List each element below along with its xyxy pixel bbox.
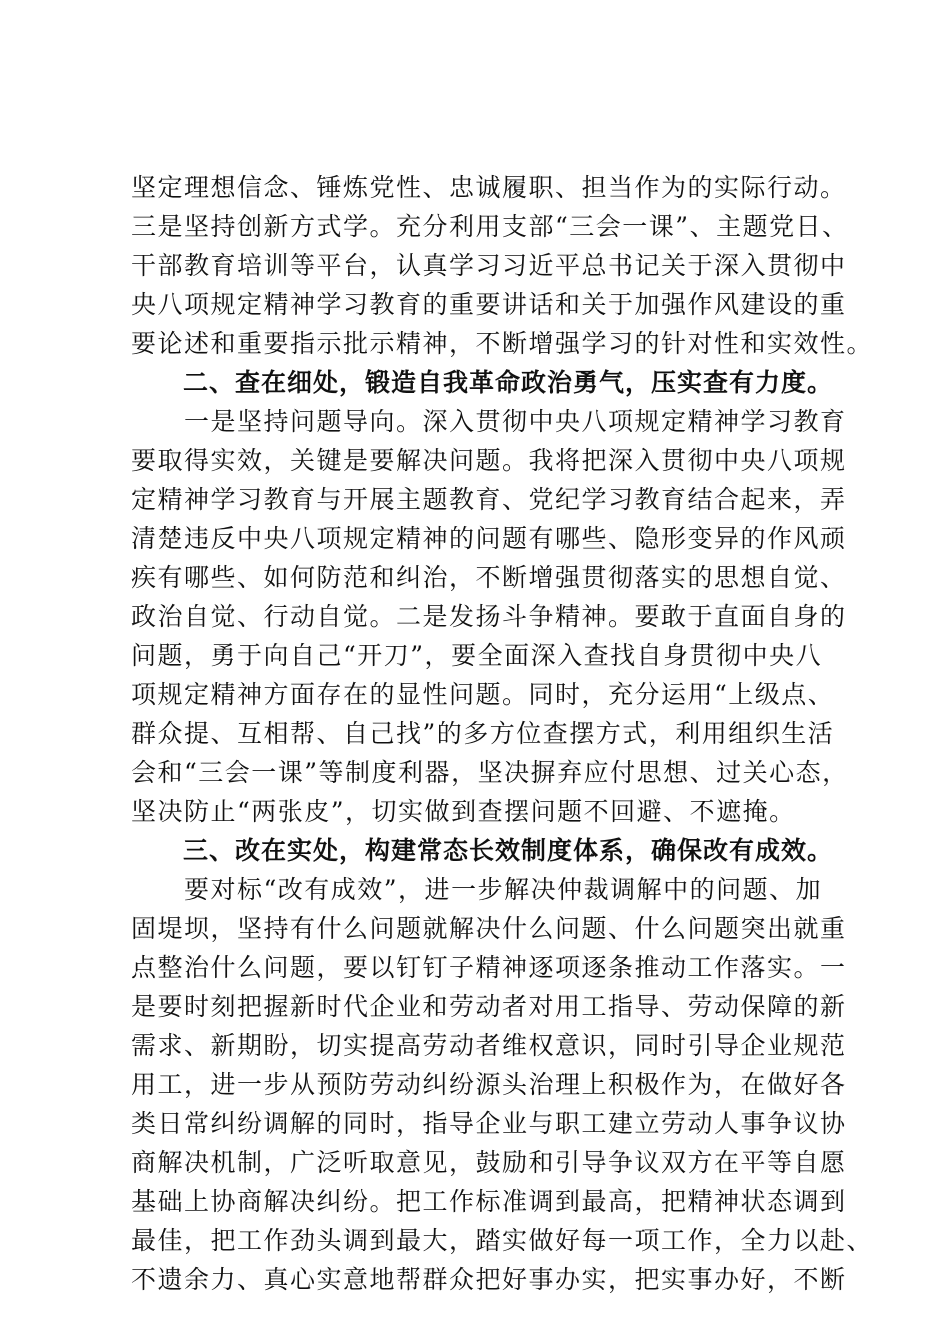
- text-line: 问题，勇于向自己“开刀”，要全面深入查找自身贯彻中央八: [131, 641, 823, 670]
- text-line: 最佳，把工作劲头调到最大，踏实做好每一项工作，全力以赴、: [131, 1226, 874, 1255]
- section-heading: 二、查在细处，锻造自我革命政治勇气，压实查有力度。: [131, 368, 834, 397]
- text-line: 干部教育培训等平台，认真学习习近平总书记关于深入贯彻中: [131, 251, 847, 280]
- text-line: 要取得实效，关键是要解决问题。我将把深入贯彻中央八项规: [131, 446, 847, 475]
- text-line: 坚决防止“两张皮”，切实做到查摆问题不回避、不遮掩。: [131, 797, 796, 826]
- text-line: 不遗余力、真心实意地帮群众把好事办实，把实事办好，不断: [131, 1265, 847, 1294]
- text-line: 要论述和重要指示批示精神，不断增强学习的针对性和实效性。: [131, 329, 874, 358]
- text-line: 商解决机制，广泛听取意见，鼓励和引导争议双方在平等自愿: [131, 1148, 847, 1177]
- text-line: 群众提、互相帮、自己找”的多方位查摆方式，利用组织生活: [131, 719, 835, 748]
- text-line: 要对标“改有成效”，进一步解决仲裁调解中的问题、加: [131, 875, 823, 904]
- text-line: 点整治什么问题，要以钉钉子精神逐项逐条推动工作落实。一: [131, 953, 847, 982]
- text-line: 三是坚持创新方式学。充分利用支部“三会一课”、主题党日、: [131, 212, 849, 241]
- text-line: 一是坚持问题导向。深入贯彻中央八项规定精神学习教育: [131, 407, 847, 436]
- body-text: [131, 168, 874, 1299]
- text-line: 疾有哪些、如何防范和纠治，不断增强贯彻落实的思想自觉、: [131, 563, 847, 592]
- text-line: 用工，进一步从预防劳动纠纷源头治理上积极作为，在做好各: [131, 1070, 847, 1099]
- text-line: 固堤坝，坚持有什么问题就解决什么问题、什么问题突出就重: [131, 914, 847, 943]
- text-line: 政治自觉、行动自觉。二是发扬斗争精神。要敢于直面自身的: [131, 602, 847, 631]
- text-line: 会和“三会一课”等制度利器，坚决摒弃应付思想、过关心态，: [131, 758, 849, 787]
- text-line: 项规定精神方面存在的显性问题。同时，充分运用“上级点、: [131, 680, 835, 709]
- text-line: 清楚违反中央八项规定精神的问题有哪些、隐形变异的作风顽: [131, 524, 847, 553]
- section-heading: 三、改在实处，构建常态长效制度体系，确保改有成效。: [131, 836, 834, 865]
- text-line: 基础上协商解决纠纷。把工作标准调到最高，把精神状态调到: [131, 1187, 847, 1216]
- text-line: 需求、新期盼，切实提高劳动者维权意识，同时引导企业规范: [131, 1031, 847, 1060]
- text-line: 类日常纠纷调解的同时，指导企业与职工建立劳动人事争议协: [131, 1109, 847, 1138]
- text-line: 央八项规定精神学习教育的重要讲话和关于加强作风建设的重: [131, 290, 847, 319]
- text-line: 是要时刻把握新时代企业和劳动者对用工指导、劳动保障的新: [131, 992, 847, 1021]
- text-line: 坚定理想信念、锤炼党性、忠诚履职、担当作为的实际行动。: [131, 173, 847, 202]
- text-line: 定精神学习教育与开展主题教育、党纪学习教育结合起来，弄: [131, 485, 847, 514]
